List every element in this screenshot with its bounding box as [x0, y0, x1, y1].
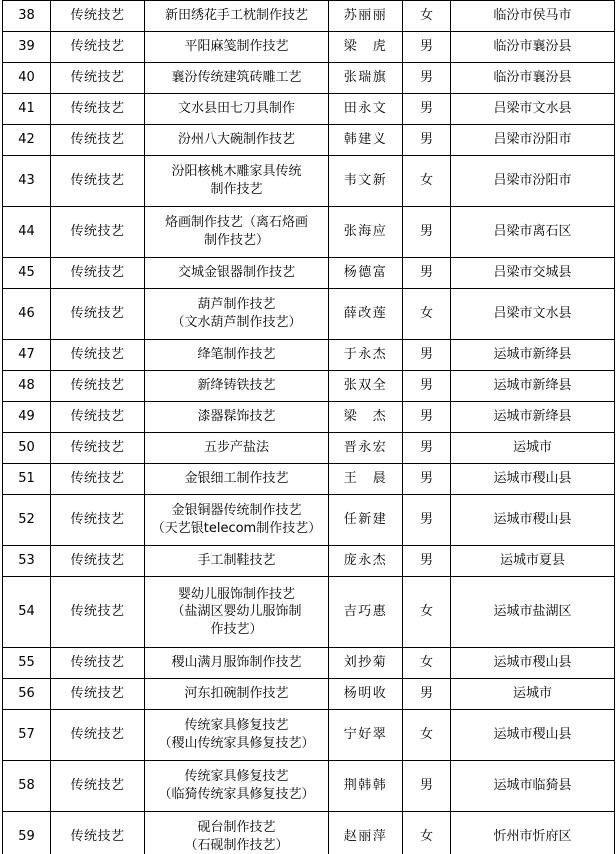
cell-project-name [145, 32, 329, 63]
cell-region: 运城市盐湖区 [451, 577, 615, 648]
cell-category: 传统技艺 [51, 648, 145, 679]
project-line: 制作技艺 [210, 182, 263, 197]
cell-person-name: 田永文 [329, 94, 403, 125]
cell-sequence-number: 51 [3, 464, 51, 495]
project-line: 五步产盐法 [203, 440, 269, 456]
cell-person-name: 梁 杰 [329, 402, 403, 433]
cell-project-name [145, 156, 329, 207]
project-line: 葫芦制作技艺 [197, 297, 276, 313]
table-row [3, 495, 615, 546]
cell-sequence-number: 56 [3, 679, 51, 710]
table-row [3, 207, 615, 258]
project-line: 河东扣碗制作技艺 [184, 686, 289, 702]
cell-region: 运城市临猗县 [451, 761, 615, 812]
table-row [3, 710, 615, 761]
project-line: 稷山满月服饰制作技艺 [171, 655, 302, 671]
cell-gender: 男 [403, 761, 451, 812]
cell-person-name: 宁好翠 [329, 710, 403, 761]
cell-category: 传统技艺 [51, 402, 145, 433]
cell-sequence-number: 45 [3, 258, 51, 289]
cell-gender: 男 [403, 63, 451, 94]
cell-person-name: 于永杰 [329, 340, 403, 371]
cell-category: 传统技艺 [51, 125, 145, 156]
cell-region: 运城市 [451, 679, 615, 710]
cell-project-name [145, 761, 329, 812]
cell-category: 传统技艺 [51, 340, 145, 371]
project-line: 婴幼儿服饰制作技艺 [177, 586, 295, 602]
project-line: （盐湖区婴幼儿服饰制 [171, 604, 302, 620]
project-line: 新田绣花手工枕制作技艺 [164, 8, 308, 24]
cell-gender: 男 [403, 258, 451, 289]
cell-gender: 女 [403, 812, 451, 854]
table-row [3, 464, 615, 495]
cell-project-name [145, 63, 329, 94]
cell-region: 运城市夏县 [451, 546, 615, 577]
cell-sequence-number: 46 [3, 289, 51, 340]
cell-region: 吕梁市汾阳市 [451, 125, 615, 156]
table-row [3, 94, 615, 125]
cell-region: 吕梁市交城县 [451, 258, 615, 289]
project-line: 新绛铸铁技艺 [197, 378, 276, 394]
cell-project-name [145, 648, 329, 679]
cell-category: 传统技艺 [51, 710, 145, 761]
cell-project-name [145, 433, 329, 464]
cell-project-name [145, 495, 329, 546]
table-row [3, 402, 615, 433]
cell-gender: 男 [403, 125, 451, 156]
project-line: （天艺银telecom制作技艺） [151, 521, 322, 536]
cell-region: 临汾市襄汾县 [451, 32, 615, 63]
table-row [3, 812, 615, 854]
cell-region: 吕梁市汾阳市 [451, 156, 615, 207]
cell-sequence-number: 52 [3, 495, 51, 546]
cell-region: 运城市稷山县 [451, 648, 615, 679]
project-line: 制作技艺） [203, 233, 269, 248]
cell-gender: 男 [403, 679, 451, 710]
cell-sequence-number: 40 [3, 63, 51, 94]
cell-project-name [145, 371, 329, 402]
cell-sequence-number: 44 [3, 207, 51, 258]
cell-sequence-number: 49 [3, 402, 51, 433]
cell-category: 传统技艺 [51, 546, 145, 577]
project-line: （稷山传统家具修复技艺） [158, 736, 315, 751]
cell-sequence-number: 47 [3, 340, 51, 371]
table-row [3, 648, 615, 679]
cell-category: 传统技艺 [51, 433, 145, 464]
cell-region: 忻州市忻府区 [451, 812, 615, 854]
cell-category: 传统技艺 [51, 464, 145, 495]
cell-region: 吕梁市文水县 [451, 94, 615, 125]
project-line: 平阳麻笺制作技艺 [184, 39, 289, 55]
cell-person-name: 杨德富 [329, 258, 403, 289]
cell-project-name [145, 577, 329, 648]
project-line: 手工制鞋技艺 [197, 553, 276, 569]
cell-category: 传统技艺 [51, 289, 145, 340]
table-row [3, 1, 615, 32]
cell-person-name: 赵丽萍 [329, 812, 403, 854]
cell-category: 传统技艺 [51, 94, 145, 125]
cell-person-name: 王 晨 [329, 464, 403, 495]
table-row [3, 156, 615, 207]
cell-project-name [145, 546, 329, 577]
cell-category: 传统技艺 [51, 63, 145, 94]
cell-gender: 男 [403, 371, 451, 402]
project-line: 文水县田七刀具制作 [177, 101, 295, 117]
project-line: 绛笔制作技艺 [197, 347, 276, 363]
table-row [3, 577, 615, 648]
cell-person-name: 苏丽丽 [329, 1, 403, 32]
project-line: 汾州八大碗制作技艺 [177, 132, 295, 148]
cell-project-name [145, 812, 329, 854]
table-body [3, 1, 615, 854]
cell-gender: 男 [403, 340, 451, 371]
cell-person-name: 薛改莲 [329, 289, 403, 340]
project-line: 襄汾传统建筑砖雕工艺 [171, 70, 302, 86]
cell-region: 运城市新绛县 [451, 402, 615, 433]
cell-gender: 男 [403, 495, 451, 546]
table-row [3, 289, 615, 340]
cell-gender: 女 [403, 1, 451, 32]
cell-region: 临汾市侯马市 [451, 1, 615, 32]
cell-person-name: 张瑞旗 [329, 63, 403, 94]
cell-gender: 女 [403, 156, 451, 207]
cell-sequence-number: 50 [3, 433, 51, 464]
cell-region: 运城市稷山县 [451, 464, 615, 495]
project-line: 金银铜器传统制作技艺 [171, 503, 302, 519]
cell-category: 传统技艺 [51, 577, 145, 648]
cell-category: 传统技艺 [51, 371, 145, 402]
cell-category: 传统技艺 [51, 207, 145, 258]
cell-category: 传统技艺 [51, 495, 145, 546]
cell-project-name [145, 289, 329, 340]
table-row [3, 125, 615, 156]
table-row [3, 371, 615, 402]
project-line: 烙画制作技艺（离石烙画 [164, 215, 308, 231]
cell-project-name [145, 340, 329, 371]
cell-sequence-number: 59 [3, 812, 51, 854]
cell-region: 运城市新绛县 [451, 340, 615, 371]
cell-person-name: 晋永宏 [329, 433, 403, 464]
cell-gender: 男 [403, 207, 451, 258]
project-line: 汾阳核桃木雕家具传统 [171, 164, 302, 180]
cell-gender: 男 [403, 94, 451, 125]
cell-region: 运城市新绛县 [451, 371, 615, 402]
cell-category: 传统技艺 [51, 812, 145, 854]
cell-region: 临汾市襄汾县 [451, 63, 615, 94]
cell-region: 吕梁市离石区 [451, 207, 615, 258]
cell-sequence-number: 42 [3, 125, 51, 156]
cell-region: 吕梁市文水县 [451, 289, 615, 340]
project-line: 交城金银器制作技艺 [177, 265, 295, 281]
heritage-inheritors-table [2, 0, 615, 854]
cell-person-name: 任新建 [329, 495, 403, 546]
cell-person-name: 张双全 [329, 371, 403, 402]
cell-person-name: 张海应 [329, 207, 403, 258]
cell-gender: 男 [403, 546, 451, 577]
cell-gender: 女 [403, 710, 451, 761]
cell-person-name: 韩建义 [329, 125, 403, 156]
project-line: 漆器髹饰技艺 [197, 409, 276, 425]
cell-sequence-number: 57 [3, 710, 51, 761]
cell-category: 传统技艺 [51, 761, 145, 812]
cell-sequence-number: 55 [3, 648, 51, 679]
cell-gender: 男 [403, 32, 451, 63]
cell-region: 运城市稷山县 [451, 495, 615, 546]
project-line: 传统家具修复技艺 [184, 718, 289, 734]
cell-sequence-number: 48 [3, 371, 51, 402]
cell-category: 传统技艺 [51, 1, 145, 32]
table-row [3, 63, 615, 94]
cell-sequence-number: 53 [3, 546, 51, 577]
cell-gender: 男 [403, 402, 451, 433]
cell-project-name [145, 207, 329, 258]
table-row [3, 32, 615, 63]
cell-project-name [145, 94, 329, 125]
cell-person-name: 杨明收 [329, 679, 403, 710]
cell-gender: 女 [403, 648, 451, 679]
cell-person-name: 荆韩韩 [329, 761, 403, 812]
table-row [3, 340, 615, 371]
table-row [3, 761, 615, 812]
cell-project-name [145, 679, 329, 710]
cell-project-name [145, 125, 329, 156]
cell-project-name [145, 710, 329, 761]
cell-gender: 男 [403, 464, 451, 495]
cell-person-name: 刘抄菊 [329, 648, 403, 679]
project-line: 作技艺） [210, 621, 263, 637]
cell-project-name [145, 258, 329, 289]
cell-sequence-number: 58 [3, 761, 51, 812]
table-row [3, 258, 615, 289]
cell-person-name: 梁 虎 [329, 32, 403, 63]
project-line: 传统家具修复技艺 [184, 769, 289, 785]
cell-person-name: 韦文新 [329, 156, 403, 207]
table-row [3, 679, 615, 710]
project-line: （文水葫芦制作技艺） [171, 315, 302, 330]
cell-category: 传统技艺 [51, 156, 145, 207]
cell-region: 运城市 [451, 433, 615, 464]
cell-sequence-number: 41 [3, 94, 51, 125]
cell-project-name [145, 1, 329, 32]
project-line: （石砚制作技艺） [184, 838, 289, 853]
cell-category: 传统技艺 [51, 32, 145, 63]
cell-region: 运城市稷山县 [451, 710, 615, 761]
cell-gender: 女 [403, 289, 451, 340]
cell-category: 传统技艺 [51, 679, 145, 710]
cell-project-name [145, 464, 329, 495]
table-row [3, 546, 615, 577]
cell-person-name: 吉巧惠 [329, 577, 403, 648]
table-row [3, 433, 615, 464]
cell-gender: 男 [403, 433, 451, 464]
cell-sequence-number: 43 [3, 156, 51, 207]
project-line: （临猗传统家具修复技艺） [158, 787, 315, 802]
cell-sequence-number: 38 [3, 1, 51, 32]
cell-person-name: 庞永杰 [329, 546, 403, 577]
project-line: 金银细工制作技艺 [184, 471, 289, 487]
cell-category: 传统技艺 [51, 258, 145, 289]
cell-project-name [145, 402, 329, 433]
project-line: 砚台制作技艺 [197, 820, 276, 836]
cell-gender: 女 [403, 577, 451, 648]
cell-sequence-number: 54 [3, 577, 51, 648]
cell-sequence-number: 39 [3, 32, 51, 63]
